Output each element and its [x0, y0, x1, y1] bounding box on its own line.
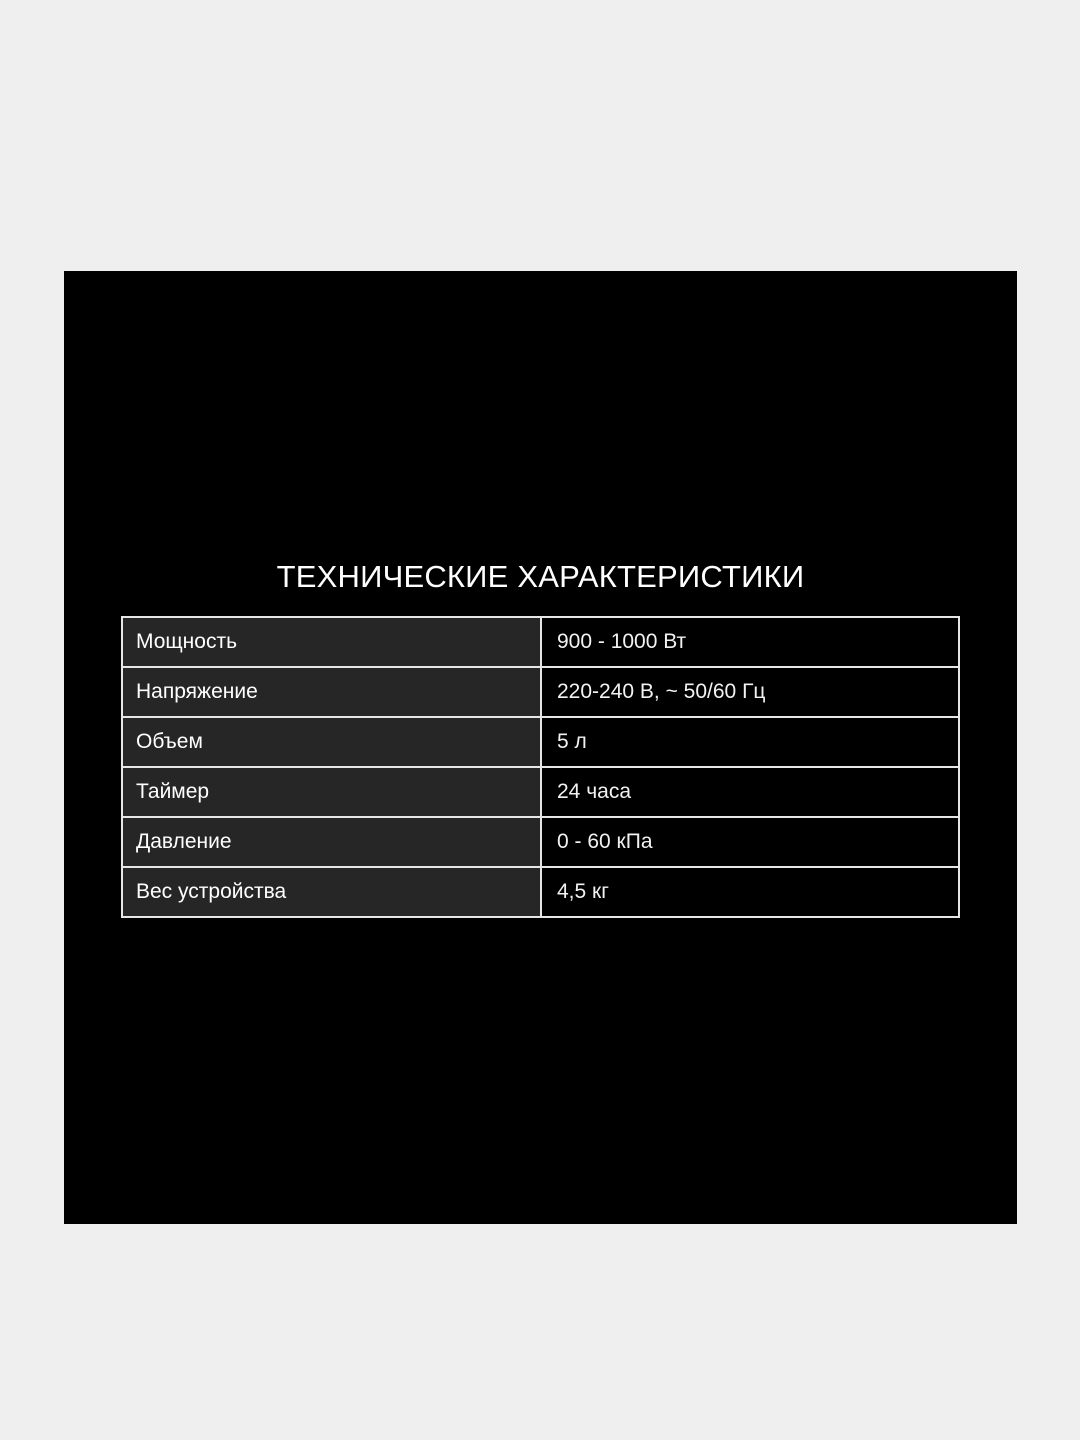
spec-label: Мощность — [122, 617, 541, 667]
spec-value: 0 - 60 кПа — [541, 817, 959, 867]
spec-value: 220-240 В, ~ 50/60 Гц — [541, 667, 959, 717]
spec-label: Объем — [122, 717, 541, 767]
spec-table — [121, 616, 960, 918]
spec-value: 4,5 кг — [541, 867, 959, 917]
spec-label: Давление — [122, 817, 541, 867]
table-row — [122, 667, 959, 717]
spec-value: 24 часа — [541, 767, 959, 817]
spec-label: Напряжение — [122, 667, 541, 717]
page-title: ТЕХНИЧЕСКИЕ ХАРАКТЕРИСТИКИ — [276, 559, 805, 594]
spec-value: 900 - 1000 Вт — [541, 617, 959, 667]
table-row — [122, 767, 959, 817]
spec-label: Таймер — [122, 767, 541, 817]
table-row — [122, 867, 959, 917]
table-row — [122, 817, 959, 867]
spec-value: 5 л — [541, 717, 959, 767]
table-row — [122, 617, 959, 667]
spec-label: Вес устройства — [122, 867, 541, 917]
spec-panel — [64, 271, 1017, 1224]
table-row — [122, 717, 959, 767]
